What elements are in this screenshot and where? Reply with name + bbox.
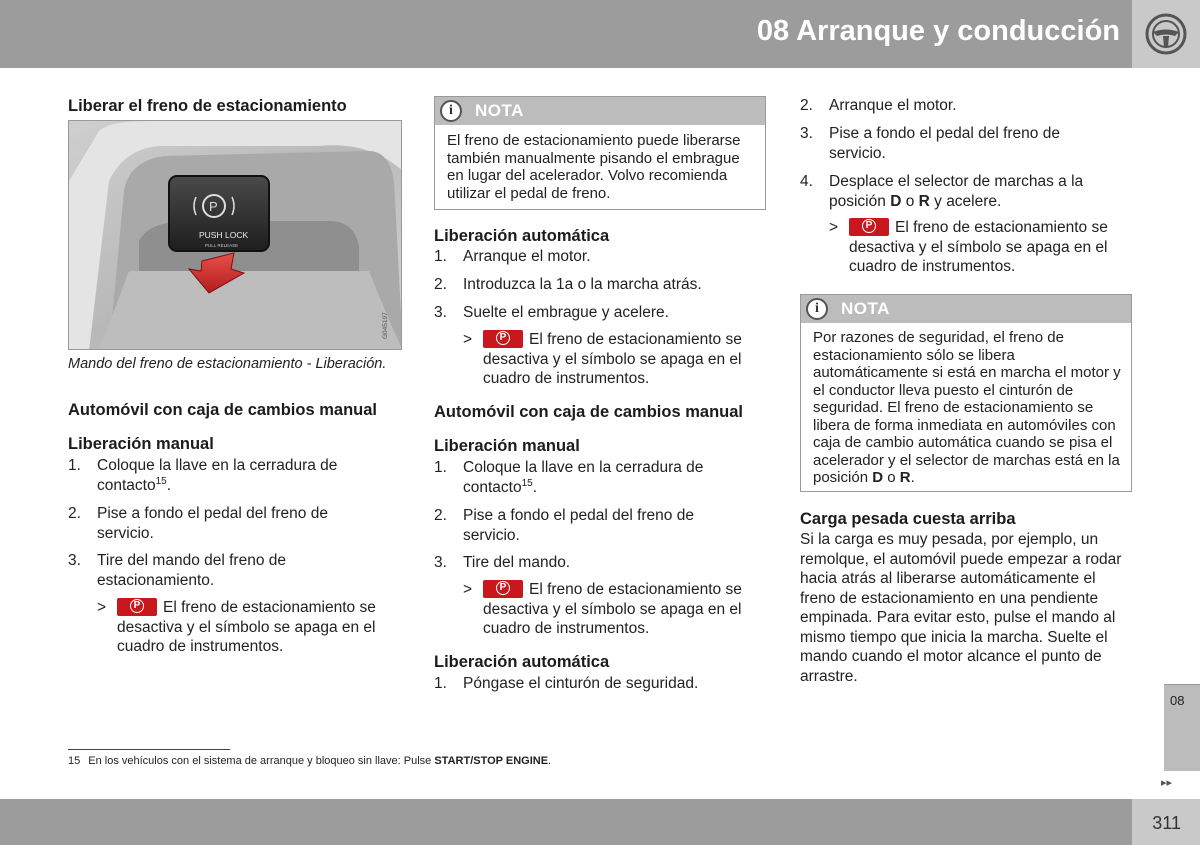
section-heading-manual: Automóvil con caja de cambios manual — [434, 403, 743, 421]
steering-wheel-icon — [1145, 13, 1187, 55]
image-caption: Mando del freno de estacionamiento - Liberación. — [68, 356, 387, 372]
result-item: > P El freno de estacionamiento se desactiva y el símbolo se apaga en el cuadro de instrumentos. — [829, 218, 1129, 277]
subheading-auto-release: Liberación automática — [434, 653, 610, 671]
info-icon — [806, 298, 828, 320]
section-heading-heavy-load: Carga pesada cuesta arriba — [800, 510, 1016, 528]
image-code: G045197 — [382, 312, 389, 339]
subheading-manual-release: Liberación manual — [434, 437, 580, 455]
list-item: 1. Arranque el motor. — [434, 248, 591, 265]
svg-text:P: P — [209, 199, 218, 214]
list-item: 3. Tire del mando. — [434, 554, 571, 571]
chapter-title: 08 Arranque y conducción — [756, 15, 1120, 47]
footnote-ref: 15 — [155, 475, 167, 487]
list-item: 4. Desplace el selector de marchas a la posición D o R y acelere. — [800, 173, 1084, 210]
list-item: 1. Coloque la llave en la cerradura de contacto$^{15}$. — [68, 457, 338, 494]
note-box — [800, 294, 1132, 492]
result-item: > P El freno de estacionamiento se desactiva y el símbolo se apaga en el cuadro de instrumentos. — [463, 330, 763, 389]
page-number: 311 — [1152, 813, 1181, 833]
subheading-auto-release: Liberación automática — [434, 227, 610, 245]
list-item: 3. Pise a fondo el pedal del freno de servicio. — [800, 125, 1060, 162]
list-item: 2. Pise a fondo el pedal del freno de servicio. — [68, 505, 328, 542]
result-item: > P El freno de estacionamiento se desactiva y el símbolo se apaga en el cuadro de instrumentos. — [463, 580, 763, 639]
push-lock-label: PUSH LOCK — [199, 230, 249, 240]
list-item: 1. Coloque la llave en la cerradura de contacto$^{15}$. — [434, 459, 704, 496]
next-page-arrow-icon: ▸▸ — [1161, 777, 1173, 789]
info-icon — [440, 100, 462, 122]
note-header — [435, 97, 765, 125]
parking-brake-icon — [483, 580, 523, 598]
parking-brake-image — [68, 120, 402, 350]
subheading-manual-release: Liberación manual — [68, 435, 214, 453]
chapter-side-tab: 08 — [1164, 684, 1200, 771]
parking-brake-icon — [117, 598, 157, 616]
section-heading: Liberar el freno de estacionamiento — [68, 97, 347, 115]
heavy-load-paragraph: Si la carga es muy pesada, por ejemplo, un remolque, el automóvil puede empezar a rodar hacia atrás al liberarse automáticamente el freno de estacionamiento en una pendiente empinada. Para evitar esto, pulse el mando al mismo tiempo que inicia la marcha. Suelte el mando cuando el motor alcance el punto de arrastre. — [800, 531, 1122, 685]
list-item: 2. Pise a fondo el pedal del freno de servicio. — [434, 507, 694, 544]
footnote-ref: 15 — [521, 477, 533, 489]
note-header — [801, 295, 1131, 323]
list-item: 3. Tire del mando del freno de estacionamiento. — [68, 552, 286, 589]
note-text: Por razones de seguridad, el freno de estacionamiento sólo se libera automáticamente si está en marcha el motor y el conductor lleva puesto el cinturón de seguridad. El freno de estacionamiento se libera de forma inmediata en automóviles con caja de cambio automática cuando se pisa el acelerador y el selector de marchas está en la posición D o R. — [813, 329, 1121, 486]
note-box — [434, 96, 766, 210]
note-label: NOTA — [475, 101, 524, 120]
note-label: NOTA — [841, 299, 890, 318]
list-item: 3. Suelte el embrague y acelere. — [434, 304, 669, 321]
result-item: > P El freno de estacionamiento se desactiva y el símbolo se apaga en el cuadro de instrumentos. — [97, 598, 397, 657]
page-footer — [0, 799, 1200, 845]
chapter-tab — [1132, 0, 1200, 68]
section-heading-manual: Automóvil con caja de cambios manual — [68, 401, 377, 419]
list-item: 2. Introduzca la 1a o la marcha atrás. — [434, 276, 702, 293]
footnote: 15 En los vehículos con el sistema de arranque y bloqueo sin llave: Pulse START/STOP ENGINE. — [68, 755, 552, 767]
list-item: 2. Arranque el motor. — [800, 97, 957, 114]
pull-release-label: PULL RELEASE — [205, 243, 239, 248]
page-header — [0, 0, 1200, 68]
list-item: 1. Póngase el cinturón de seguridad. — [434, 675, 699, 692]
note-text: El freno de estacionamiento puede liberarse también manualmente pisando el embrague en lugar del acelerador. Volvo recomienda utilizar el pedal de freno. — [447, 132, 741, 202]
parking-brake-icon — [483, 330, 523, 348]
footnote-divider — [68, 749, 230, 750]
parking-brake-icon — [849, 218, 889, 236]
